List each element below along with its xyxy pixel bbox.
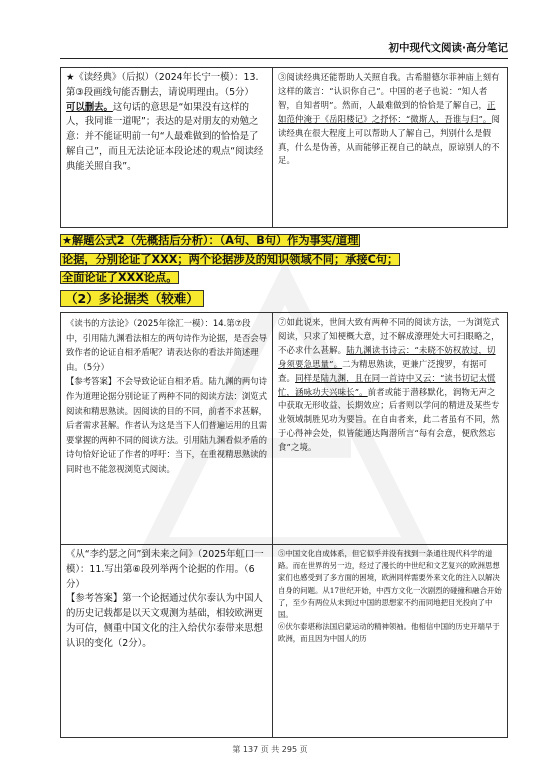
page-header [60,37,508,59]
question-text: ★《读经典》（后拟）（2024年长宁一模）：13.第③段画线句能否删去，请说明理由。（5分） [66,72,259,98]
example-table-1 [60,67,508,228]
section-title: （2）多论据类（较难） [60,290,204,307]
passage-text-2: 阅读经典在很大程度上可以帮助人了解自己，判别什么是假真，什么是伪善，从而能够正视自己的缺点，原谅别人的不足。 [278,113,500,166]
passage-text-2: 二为精思熟读，更兼广泛搜罗，有据可查。 [278,358,488,383]
page-footer [0,744,540,755]
passage-text: ③阅读经典还能帮助人关照自我。古希腊德尔菲神庙上刻有这样的箴言：“认识你自己”。中国的老子也说：“知人者智，自知者明”。然而，人最难做到的恰恰是了解自己， [278,72,500,110]
question-cell [61,68,273,227]
example-table-2 [60,312,508,738]
table-row [61,545,507,737]
passage-underlined: 正如范仲淹于《岳阳楼记》之抒怀：“微斯人，吾谁与归”。 [278,99,496,124]
formula-line-2: 论据，分别论证了XXX；两个论据涉及的知识领域不同；承接C句； [62,252,399,266]
question-cell [61,545,273,737]
passage-underlined-2: 同样是陆九渊，且在同一首诗中又云：“读书切记太慌忙，涵咏功夫兴味长”。 [278,372,496,397]
answer-lead: 可以删去。 [66,101,113,113]
page-number: 第 137 页 共 295 页 [232,745,308,754]
passage-underlined: 陆九渊读书诗云：“未晓不妨权放过，切身须要急思量”。 [278,344,496,369]
passage-cell [273,545,507,737]
answer-text: 【参考答案】第一个论据通过伏尔泰认为中国人的历史记载都是以天文观测为基础，相较欧洲更为可信，侧重中国文化的注入给伏尔泰带来思想认识的变化（2分）。 [66,593,263,649]
formula-block [60,232,508,288]
table-row [61,68,507,227]
passage-text: ⑤中国文化自成体系，但它似乎并没有找到一条通往现代科学的道路。而在世界的另一边，经过了漫长的中世纪和文艺复兴的欧洲思想家们也感受到了多方面的困境，欧洲同样需要外来文化的注入以解决自身的问题。从17世纪开始，中西方文化一次剧烈的碰撞和融合开始了，至少有两位从未到过中国的思想家不约而同地把目光投向了中国。 [278,549,502,620]
passage-text-2: ⑥伏尔泰堪称法国启蒙运动的精神领袖。他相信中国的历史开端早于欧洲，而且因为中国人的历 [278,622,500,644]
question-text: 《读书的方法论》（2025年徐汇一模）：14.第⑦段中，引用陆九渊看法相左的两句诗作为论据，是否会导致作者的论证自相矛盾呢？请表达你的看法并简述理由。（5分） [66,318,267,372]
question-cell [61,313,273,544]
answer-text: 这句话的意思是“如果没有这样的人，我同谁一道呢”；表达的是对朋友的劝勉之意：并不能证明前一句“人最难做到的恰恰是了解自己”，而且无法论证本段论述的观点“阅读经典能关照自我”。 [66,101,264,172]
passage-cell [273,313,507,544]
answer-text: 【参考答案】不会导致论证自相矛盾。陆九渊的两句诗作为道理论据分别论证了两种不同的阅读方法：浏览式阅读和精思熟读。因阅读的目的不同，前者不求甚解，后者需求甚解。作者认为这是当下人们普遍运用的且需要掌握的两种不同的阅读方法。引用陆九渊看似矛盾的诗句恰好论证了作者的呼吁：当下，在重视精思熟读的同时也不能忽视浏览式阅读。 [66,376,267,474]
question-text: 《从“李约瑟之问”到未来之问》（2025年虹口一模）：11.写出第⑥段列举两个论据的作用。（6分） [66,549,264,590]
passage-text-3: 前者或能于潜移默化，润物无声之中获取无形收益、长期效应；后者则以学问的精进及某些专业领域制胜见功为要旨。在自由者来，此二者虽有不同，然于心得神会处，似皆能通达陶潜所言“每有会意，便欣然忘食”之境。 [278,386,500,453]
passage-text: ⑦如此说来，世间大致有两种不同的阅读方法，一为浏览式阅读，只求了知梗概大意，过不解成潦理处大可扫眼略之，不必求什么甚解。 [278,317,500,355]
passage-cell [273,68,507,227]
header-title: 初中现代文阅读·高分笔记 [388,42,508,54]
table-row [61,313,507,545]
formula-line-3: 全面论证了XXX论点。 [62,271,178,284]
formula-line-1: ★解题公式2（先概括后分析）：（A句、B句）作为事实/道理 [62,234,359,247]
